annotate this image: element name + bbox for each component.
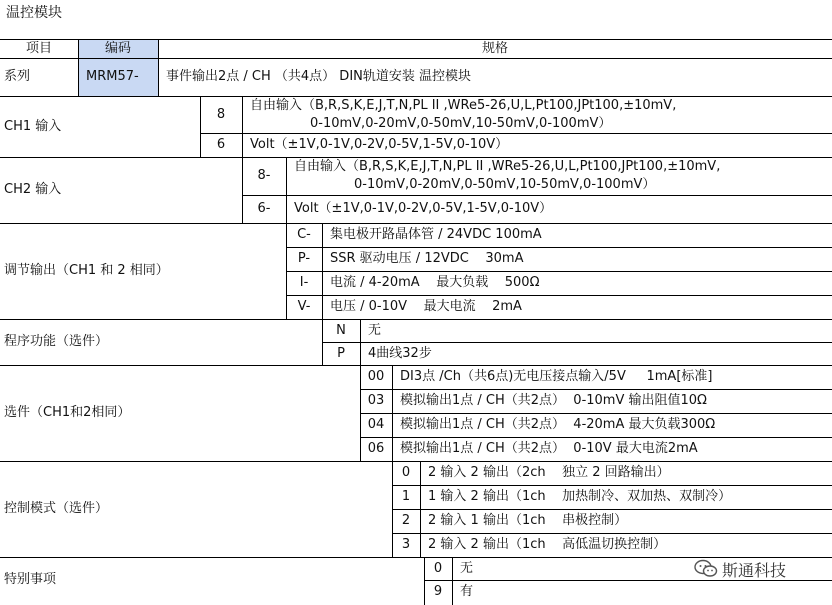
ch1-spec-6: Volt（±1V,0-1V,0-2V,0-5V,1-5V,0-10V） [250, 137, 509, 152]
watermark-text: 斯通科技 [722, 560, 787, 580]
option-code-03: 03 [367, 393, 385, 408]
header-code: 编码 [78, 39, 158, 58]
header-spec: 规格 [481, 40, 508, 56]
ch1-spec-8-line2: 0-10mV,0-20mV,0-50mV,10-50mV,0-100mV） [310, 115, 612, 131]
ch2-spec-8-line2: 0-10mV,0-20mV,0-50mV,10-50mV,0-100mV） [354, 177, 656, 192]
program-spec-n: 无 [368, 322, 382, 338]
series-code: MRM57- [78, 58, 158, 96]
output-code-v: V- [297, 299, 311, 314]
ch1-code-8: 8 [216, 106, 226, 122]
ch2-label: CH2 输入 [4, 182, 62, 197]
control-spec-0: 2 输入 2 输出（2ch 独立 2 回路输出） [428, 465, 670, 480]
output-spec-p: SSR 驱动电压 / 12VDC 30mA [330, 251, 524, 266]
control-code-0: 0 [401, 465, 411, 480]
ch1-label: CH1 输入 [4, 118, 62, 134]
output-spec-i: 电流 / 4-20mA 最大负载 500Ω [330, 275, 540, 290]
series-desc: 事件输出2点 / CH （共4点） DIN轨道安装 温控模块 [166, 69, 472, 84]
option-code-04: 04 [367, 417, 385, 432]
output-label: 调节输出（CH1 和 2 相同） [4, 263, 169, 278]
special-label: 特别事项 [4, 572, 57, 587]
page-title: 温控模块 [6, 5, 62, 21]
option-spec-00: DI3点 /Ch（共6点)无电压接点输入/5V 1mA[标准] [400, 369, 713, 384]
control-code-3: 3 [401, 537, 411, 552]
output-code-c: C- [297, 227, 311, 242]
option-label: 选件（CH1和2相同） [4, 405, 131, 420]
ch2-spec-8-line1: 自由输入（B,R,S,K,E,J,T,N,PL II ,WRe5-26,U,L,Pt100,JPt100,±10mV, [294, 159, 721, 174]
program-label: 程序功能（选件） [4, 334, 109, 349]
output-spec-v: 电压 / 0-10V 最大电流 2mA [330, 299, 522, 314]
ch2-spec-6: Volt（±1V,0-1V,0-2V,0-5V,1-5V,0-10V） [294, 201, 553, 216]
option-code-06: 06 [367, 441, 385, 456]
control-spec-2: 2 输入 1 输出（1ch 串极控制） [428, 513, 628, 528]
special-code-0: 0 [433, 560, 443, 576]
option-code-00: 00 [367, 369, 385, 384]
ch2-code-8: 8- [257, 168, 271, 183]
header-item: 项目 [25, 40, 52, 56]
series-label: 系列 [4, 69, 31, 84]
output-spec-c: 集电极开路晶体管 / 24VDC 100mA [330, 227, 542, 242]
special-spec-0: 无 [460, 560, 474, 576]
special-code-9: 9 [433, 583, 443, 599]
program-code-n: N [336, 322, 346, 338]
special-spec-9: 有 [460, 583, 474, 599]
control-spec-1: 1 输入 2 输出（1ch 加热制冷、双加热、双制冷） [428, 489, 732, 504]
ch2-code-6: 6- [257, 201, 271, 216]
control-label: 控制模式（选件） [4, 501, 109, 516]
program-spec-p: 4曲线32步 [368, 345, 432, 361]
output-code-i: I- [299, 275, 309, 290]
ch1-spec-8-line1: 自由输入（B,R,S,K,E,J,T,N,PL II ,WRe5-26,U,L,Pt100,JPt100,±10mV, [250, 97, 677, 113]
option-spec-03: 模拟输出1点 / CH（共2点） 0-10mV 输出阻值10Ω [400, 393, 707, 408]
wechat-icon [694, 559, 718, 579]
watermark [694, 556, 830, 582]
control-code-1: 1 [401, 489, 411, 504]
ch1-code-6: 6 [216, 137, 226, 152]
ch1-spec-8 [242, 96, 832, 133]
option-spec-04: 模拟输出1点 / CH（共2点） 4-20mA 最大负载300Ω [400, 417, 716, 432]
control-code-2: 2 [401, 513, 411, 528]
option-spec-06: 模拟输出1点 / CH（共2点） 0-10V 最大电流2mA [400, 441, 698, 456]
ch2-spec-8 [286, 157, 832, 195]
output-code-p: P- [297, 251, 311, 266]
control-spec-3: 2 输入 2 输出（1ch 高低温切换控制） [428, 537, 667, 552]
program-code-p: P [337, 345, 345, 361]
